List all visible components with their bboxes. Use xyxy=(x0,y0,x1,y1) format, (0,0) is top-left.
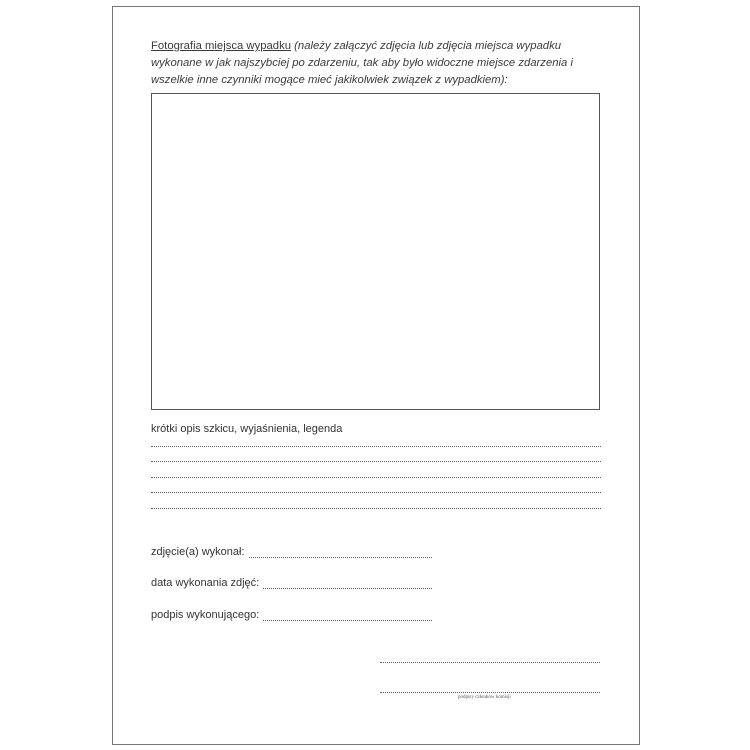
photo-placeholder-box[interactable] xyxy=(151,93,600,410)
commission-signature-line-1[interactable] xyxy=(380,662,600,663)
description-line-3[interactable] xyxy=(151,477,601,478)
signature-field xyxy=(151,609,432,621)
description-label: krótki opis szkicu, wyjaśnienia, legenda xyxy=(151,423,343,435)
commission-signature-line-2[interactable] xyxy=(380,692,600,693)
description-line-4[interactable] xyxy=(151,492,601,493)
photographer-input[interactable] xyxy=(249,547,432,558)
date-field xyxy=(151,577,432,589)
instructions-text: (należy załączyć zdjęcia lub zdjęcia miejsca wypadku wykonane w jak najszybciej po zdarzeniu, tak aby było widoczne miejsce zdarzenia i wszelkie inne czynniki mogące mieć jakikolwiek związek z wypadkiem): xyxy=(151,40,573,86)
description-line-5[interactable] xyxy=(151,508,601,509)
photographer-field xyxy=(151,546,432,558)
date-label: data wykonania zdjęć: xyxy=(151,577,260,589)
signature-label: podpis wykonującego: xyxy=(151,609,260,621)
signature-input[interactable] xyxy=(263,610,432,621)
section-title: Fotografia miejsca wypadku xyxy=(151,40,292,52)
description-line-2[interactable] xyxy=(151,461,601,462)
photographer-label: zdjęcie(a) wykonał: xyxy=(151,546,245,558)
description-line-1[interactable] xyxy=(151,446,601,447)
date-input[interactable] xyxy=(263,578,432,589)
photo-section-instructions xyxy=(151,38,611,89)
commission-signature-caption: podpisy członków komisji xyxy=(458,695,511,700)
